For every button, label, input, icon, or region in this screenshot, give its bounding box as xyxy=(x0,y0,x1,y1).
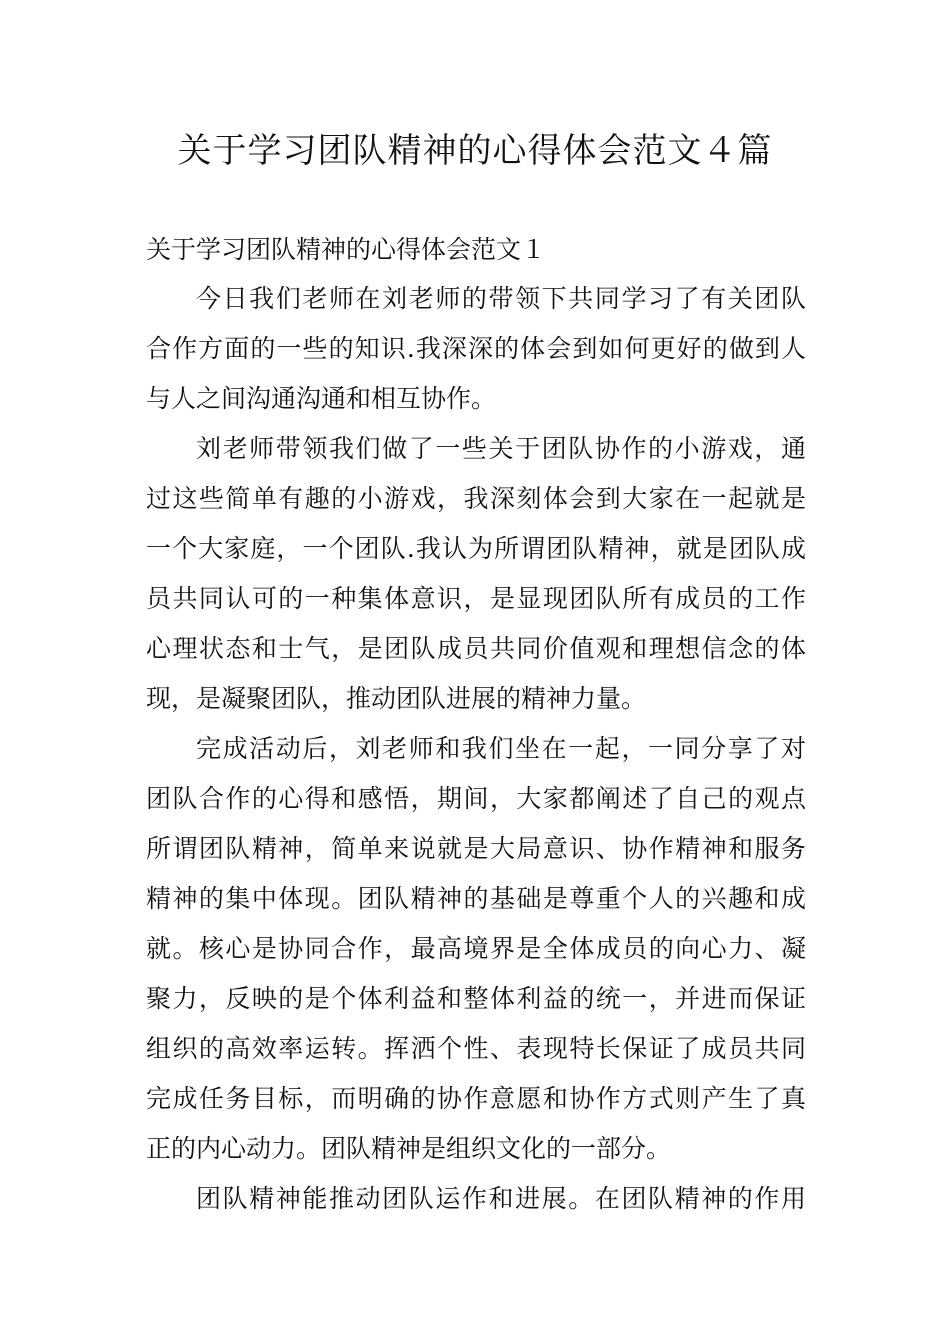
paragraph-line: 今日我们老师在刘老师的带领下共同学习了有关团队 xyxy=(196,284,806,313)
paragraph-line: 现，是凝聚团队，推动团队进展的精神力量。 xyxy=(146,684,647,713)
paragraph-line: 就。核心是协同合作，最高境界是全体成员的向心力、凝 xyxy=(146,934,806,963)
paragraph-line: 员共同认可的一种集体意识，是显现团队所有成员的工作 xyxy=(146,584,806,613)
paragraph-line: 团队精神能推动团队运作和进展。在团队精神的作用 xyxy=(196,1184,806,1213)
paragraph-line: 团队合作的心得和感悟，期间，大家都阐述了自己的观点 xyxy=(146,784,806,813)
paragraph-line: 过这些简单有趣的小游戏，我深刻体会到大家在一起就是 xyxy=(146,484,806,513)
paragraph-line: 聚力，反映的是个体利益和整体利益的统一，并进而保证 xyxy=(146,984,806,1013)
paragraph-line: 刘老师带领我们做了一些关于团队协作的小游戏，通 xyxy=(196,434,806,463)
paragraph-line: 所谓团队精神，简单来说就是大局意识、协作精神和服务 xyxy=(146,834,806,863)
paragraph-line: 组织的高效率运转。挥洒个性、表现特长保证了成员共同 xyxy=(146,1034,806,1063)
paragraph-line: 心理状态和士气，是团队成员共同价值观和理想信念的体 xyxy=(146,634,806,663)
paragraph-line: 精神的集中体现。团队精神的基础是尊重个人的兴趣和成 xyxy=(146,884,806,913)
paragraph-line: 完成任务目标，而明确的协作意愿和协作方式则产生了真 xyxy=(146,1084,806,1113)
document-title: 关于学习团队精神的心得体会范文４篇 xyxy=(177,131,773,171)
paragraph-line: 完成活动后，刘老师和我们坐在一起，一同分享了对 xyxy=(196,734,806,763)
paragraph-line: 合作方面的一些的知识.我深深的体会到如何更好的做到人 xyxy=(146,334,806,363)
paragraph-line: 一个大家庭，一个团队.我认为所谓团队精神，就是团队成 xyxy=(146,534,806,563)
section-heading: 关于学习团队精神的心得体会范文１ xyxy=(146,235,547,264)
paragraph-line: 正的内心动力。团队精神是组织文化的一部分。 xyxy=(146,1134,672,1163)
paragraph-line: 与人之间沟通沟通和相互协作。 xyxy=(146,384,497,413)
